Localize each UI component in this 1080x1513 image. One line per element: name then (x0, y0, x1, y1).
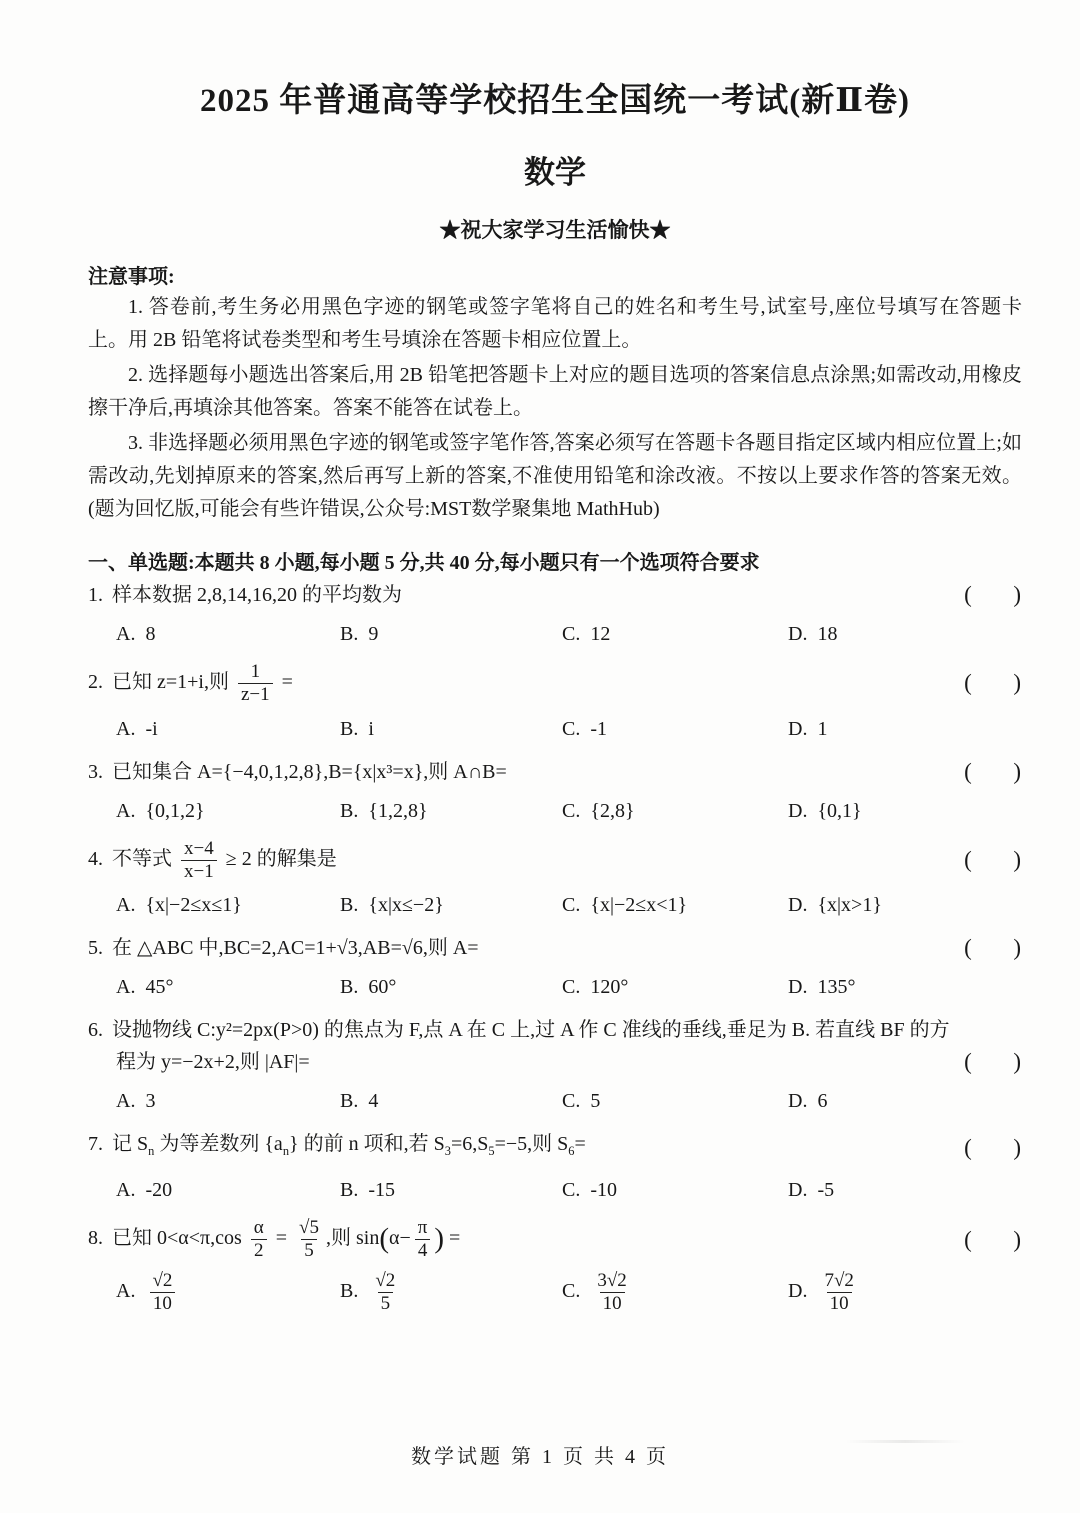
option-label: B. (340, 894, 359, 917)
greeting-line: ★祝大家学习生活愉快★ (439, 218, 671, 242)
stem-text: = (276, 670, 293, 693)
option-text: {x|x>1} (817, 894, 882, 917)
option-text: {1,2,8} (368, 799, 428, 822)
fraction-denominator: 10 (827, 1292, 852, 1315)
option-text: {2,8} (590, 799, 635, 822)
fraction (372, 1270, 398, 1315)
option-c (562, 890, 788, 920)
stem-text: = (444, 1227, 461, 1250)
option-label: B. (340, 623, 359, 645)
fraction-numerator: α (253, 1217, 264, 1239)
answer-bracket: ( ) (964, 670, 1022, 696)
notice-section (88, 260, 1022, 526)
options-row (116, 890, 1022, 920)
option-a (116, 714, 340, 744)
option-d (788, 714, 1022, 744)
fraction-denominator: 10 (600, 1292, 625, 1315)
fraction-numerator: 1 (250, 661, 261, 682)
question-6 (88, 1014, 1022, 1116)
option-label: D. (788, 623, 808, 645)
options-row (116, 796, 1022, 826)
question-number: 7. (88, 1133, 103, 1156)
option-text: -10 (590, 1179, 618, 1202)
option-label: A. (116, 1179, 136, 1202)
stem-text: ,则 sin (325, 1227, 380, 1250)
option-d (788, 890, 1022, 920)
option-text: 45° (145, 976, 174, 999)
option-a (116, 796, 340, 826)
subscript: n (282, 1144, 290, 1159)
stem-text: 已知集合 A={−4,0,1,2,8},B={x|x³=x},则 A∩B= (112, 760, 507, 783)
question-stem-line-2 (116, 1046, 310, 1078)
radical: √2 (375, 1270, 396, 1292)
fraction (415, 1217, 431, 1262)
answer-bracket: ( ) (964, 1226, 1022, 1252)
question-2 (88, 661, 1022, 744)
fraction-denominator: 4 (415, 1239, 431, 1262)
exam-subject: 数学 (524, 155, 586, 190)
option-label: A. (116, 894, 136, 917)
option-text: 9 (368, 623, 379, 645)
question-8 (88, 1217, 1022, 1314)
fraction (238, 661, 273, 706)
stem-text: 设抛物线 C:y²=2px(P>0) 的焦点为 F,点 A 在 C 上,过 A 作 C 准线的垂线,垂足为 B. 若直线 BF 的方 (112, 1019, 950, 1042)
page-footer: 数学试题 第 1 页 共 4 页 (411, 1446, 669, 1468)
options-row (116, 619, 1022, 649)
option-label: D. (788, 894, 808, 917)
subscript: 6 (568, 1144, 575, 1159)
option-label: A. (116, 976, 136, 999)
question-stem (88, 1217, 461, 1262)
stem-text: 程为 y=−2x+2,则 |AF|= (116, 1051, 310, 1074)
option-d (788, 972, 1022, 1002)
option-b (340, 714, 562, 744)
option-text: -i (145, 717, 158, 740)
stem-text: 不等式 (112, 847, 177, 870)
option-text: {0,1,2} (145, 799, 205, 822)
option-text: -20 (145, 1179, 173, 1202)
stem-text: 样本数据 2,8,14,16,20 的平均数为 (112, 584, 402, 606)
fraction-numerator: x−4 (184, 837, 214, 859)
stem-part: 为等差数列 {a (154, 1133, 283, 1156)
question-stem (88, 932, 479, 964)
options-row (116, 1175, 1022, 1205)
question-stem (88, 1128, 586, 1167)
option-d (788, 1086, 1022, 1116)
option-a (116, 619, 340, 649)
option-text: -5 (817, 1179, 835, 1202)
option-c (562, 1086, 788, 1116)
fraction-numerator (372, 1270, 398, 1292)
option-label: D. (788, 717, 808, 740)
option-label: D. (788, 1280, 808, 1302)
option-text: 1 (817, 717, 828, 740)
option-a (116, 1270, 340, 1315)
radical: √2 (606, 1270, 627, 1292)
option-text: 4 (368, 1090, 379, 1113)
subscript: 5 (488, 1144, 495, 1159)
fraction-denominator: 5 (378, 1292, 394, 1315)
option-b (340, 972, 562, 1002)
notice-item-1: 1. 答卷前,考生务必用黑色字迹的钢笔或签字笔将自己的姓名和考生号,试室号,座位号填写在答题卡上。用 2B 铅笔将试卷类型和考生号填涂在答题卡相应位置上。 (88, 296, 1022, 351)
stem-text: = (270, 1227, 293, 1250)
option-d (788, 1270, 1022, 1315)
stem-text: α− (389, 1227, 411, 1250)
question-stem (88, 579, 402, 611)
option-label: B. (340, 1179, 359, 1202)
option-d (788, 619, 1022, 649)
options-row (116, 714, 1022, 744)
option-label: A. (116, 1280, 136, 1302)
fraction (251, 1217, 267, 1262)
option-a (116, 890, 340, 920)
answer-bracket: ( ) (964, 935, 1022, 961)
stem-text: 已知 0<α<π,cos (112, 1227, 247, 1250)
fraction-denominator: 5 (301, 1239, 317, 1262)
coefficient: 7 (824, 1270, 834, 1292)
option-b (340, 1175, 562, 1205)
subscript: n (148, 1144, 155, 1159)
stem-part: =−5,则 S (494, 1133, 569, 1156)
option-label: B. (340, 1280, 359, 1302)
option-label: B. (340, 717, 359, 740)
close-paren: ) (434, 1222, 445, 1255)
stem-text: 已知 z=1+i,则 (112, 670, 234, 693)
question-stem (88, 661, 293, 706)
answer-bracket: ( ) (964, 1134, 1022, 1160)
notice-item-3: 3. 非选择题必须用黑色字迹的钢笔或签字笔作答,答案必须写在答题卡各题目指定区域内相应位置上;如需改动,先划掉原来的答案,然后再写上新的答案,不准使用铅笔和涂改液。不按以上要求作答的答案无效。(题为回忆版,可能会有些许错误,公众号:MST数学聚集地 MathHub) (88, 432, 1022, 520)
option-label: A. (116, 623, 136, 645)
fraction-denominator: 2 (251, 1239, 267, 1262)
stem-part: } 的前 n 项和,若 S (289, 1133, 445, 1156)
fraction-numerator (149, 1270, 175, 1292)
option-d (788, 1175, 1022, 1205)
option-label: B. (340, 1090, 359, 1113)
fraction-numerator (821, 1270, 856, 1292)
fraction-numerator (594, 1270, 629, 1292)
fraction (149, 1270, 175, 1315)
option-text: -15 (368, 1179, 396, 1202)
stem-text: 在 △ABC 中,BC=2,AC=1+√3,AB=√6,则 A= (112, 937, 479, 960)
option-a (116, 972, 340, 1002)
question-stem (88, 756, 507, 788)
option-c (562, 972, 788, 1002)
subscript: 3 (444, 1144, 451, 1159)
fraction (181, 838, 217, 883)
question-7 (88, 1128, 1022, 1205)
option-b (340, 1270, 562, 1315)
radical: √2 (152, 1270, 173, 1292)
question-number: 5. (88, 937, 103, 960)
option-c (562, 714, 788, 744)
question-stem (88, 837, 337, 883)
notice-heading: 注意事项: (88, 266, 175, 288)
option-a (116, 1175, 340, 1205)
question-stem-line-1 (88, 1014, 1022, 1046)
option-text: 6 (817, 1090, 828, 1113)
options-row (116, 972, 1022, 1002)
fraction-numerator: √5 (299, 1217, 319, 1239)
answer-bracket: ( ) (964, 847, 1022, 873)
radical: √2 (833, 1270, 854, 1292)
fraction-denominator: z−1 (238, 683, 273, 706)
question-number: 3. (88, 760, 103, 783)
fraction-denominator: x−1 (181, 860, 217, 883)
stem-part: = (574, 1133, 586, 1156)
option-text: 5 (590, 1090, 601, 1113)
option-label: B. (340, 799, 359, 822)
question-5 (88, 932, 1022, 1002)
fraction (296, 1217, 322, 1262)
option-label: D. (788, 976, 808, 999)
option-a (116, 1086, 340, 1116)
answer-bracket: ( ) (964, 758, 1022, 784)
option-text: {x|x≤−2} (368, 894, 444, 917)
option-d (788, 796, 1022, 826)
option-text: 60° (368, 976, 397, 999)
option-b (340, 890, 562, 920)
option-text: 3 (145, 1090, 156, 1113)
option-c (562, 796, 788, 826)
option-c (562, 1175, 788, 1205)
options-row (116, 1270, 1022, 1315)
coefficient: 3 (597, 1270, 607, 1292)
section-heading: 一、单选题:本题共 8 小题,每小题 5 分,共 40 分,每小题只有一个选项符合要求 (88, 552, 760, 574)
question-3 (88, 756, 1022, 826)
option-label: C. (562, 894, 581, 917)
option-text: 135° (817, 976, 856, 999)
option-text: 18 (817, 623, 838, 645)
option-b (340, 796, 562, 826)
fraction-numerator: π (417, 1217, 428, 1239)
option-text: 12 (590, 623, 611, 645)
option-label: A. (116, 799, 136, 822)
answer-bracket: ( ) (964, 582, 1022, 607)
question-number: 2. (88, 670, 103, 693)
option-label: A. (116, 717, 136, 740)
option-label: C. (562, 1090, 581, 1113)
option-text: -1 (590, 717, 608, 740)
option-label: A. (116, 1090, 136, 1113)
option-label: C. (562, 976, 581, 999)
option-label: D. (788, 799, 808, 822)
fraction (594, 1270, 629, 1315)
question-4 (88, 838, 1022, 921)
option-b (340, 619, 562, 649)
stem-part: =6,S (450, 1133, 489, 1156)
exam-title: 2025 年普通高等学校招生全国统一考试(新Ⅱ卷) (199, 83, 911, 119)
option-text: 8 (145, 623, 156, 645)
open-paren: ( (379, 1222, 389, 1255)
option-label: C. (562, 1280, 581, 1302)
options-row (116, 1086, 1022, 1116)
option-text: i (368, 717, 374, 740)
option-c (562, 619, 788, 649)
option-text: 120° (590, 976, 629, 999)
question-number: 6. (88, 1019, 103, 1042)
option-label: D. (788, 1090, 808, 1113)
option-label: C. (562, 799, 581, 822)
option-text: {x|−2≤x<1} (590, 894, 688, 917)
option-label: D. (788, 1179, 808, 1202)
question-1 (88, 579, 1022, 649)
option-b (340, 1086, 562, 1116)
stem-part: 记 S (112, 1133, 149, 1156)
option-text: {0,1} (817, 799, 862, 822)
question-number: 4. (88, 847, 103, 870)
option-text: {x|−2≤x≤1} (145, 894, 242, 917)
option-label: B. (340, 976, 359, 999)
question-number: 1. (88, 584, 103, 606)
question-number: 8. (88, 1227, 103, 1250)
option-c (562, 1270, 788, 1315)
notice-item-2: 2. 选择题每小题选出答案后,用 2B 铅笔把答题卡上对应的题目选项的答案信息点涂黑;如需改动,用橡皮擦干净后,再填涂其他答案。答案不能答在试卷上。 (88, 364, 1022, 419)
fraction-denominator: 10 (150, 1292, 175, 1315)
fraction (821, 1270, 856, 1315)
stem-text: ≥ 2 的解集是 (220, 847, 337, 870)
option-label: C. (562, 1179, 581, 1202)
answer-bracket: ( ) (964, 1049, 1022, 1075)
option-label: C. (562, 623, 581, 645)
option-label: C. (562, 717, 581, 740)
